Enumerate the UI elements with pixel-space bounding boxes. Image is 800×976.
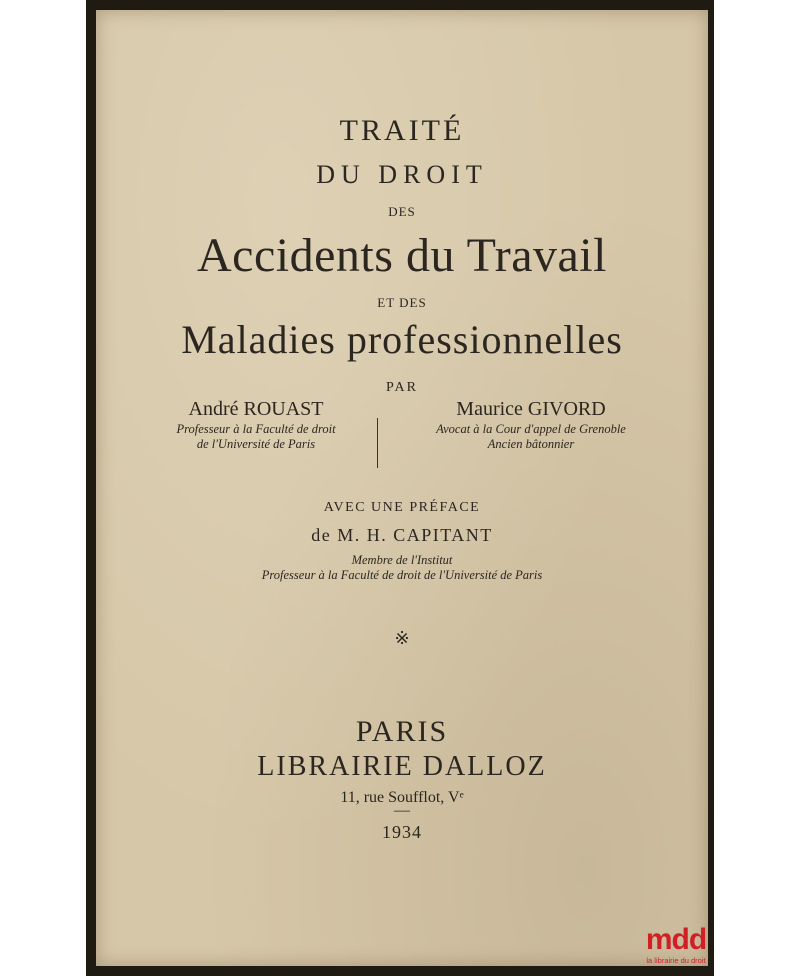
cover-main-title: Accidents du Travail: [197, 229, 607, 282]
logo-text: mdd: [645, 923, 707, 956]
mdd-logo-watermark: [636, 924, 716, 970]
authors-block: [96, 396, 708, 486]
ornament-icon: ※: [394, 628, 410, 648]
author-affiliation: de l'Université de Paris: [196, 437, 316, 451]
publisher-name: LIBRAIRIE DALLOZ: [257, 751, 547, 782]
author-givord: [386, 396, 676, 452]
book-cover: [96, 10, 708, 966]
author-rouast: [126, 396, 386, 452]
cover-second-title: Maladies professionnelles: [181, 317, 623, 362]
cover-title-line-traite: TRAITÉ: [339, 114, 465, 147]
preface-intro: AVEC UNE PRÉFACE: [323, 500, 481, 515]
publisher-city: PARIS: [355, 715, 449, 748]
author-affiliation: Professeur à la Faculté de droit: [176, 422, 336, 436]
cover-title-line-des: DES: [388, 204, 416, 219]
author-name: André ROUAST: [188, 398, 324, 420]
cover-title-line-et-des: ET DES: [377, 295, 427, 310]
author-name: Maurice GIVORD: [456, 398, 606, 420]
logo-subtitle: la librairie du droit: [646, 956, 706, 965]
cover-title-line-du-droit: DU DROIT: [316, 160, 488, 189]
author-affiliation: Avocat à la Cour d'appel de Grenoble: [436, 422, 626, 436]
preface-affiliation: Professeur à la Faculté de droit de l'Université de Paris: [261, 568, 543, 582]
author-divider: [377, 418, 378, 468]
separator-dash: —: [394, 802, 410, 819]
author-affiliation: Ancien bâtonnier: [487, 437, 575, 451]
publication-year: 1934: [382, 822, 422, 842]
publisher-address: 11, rue Soufflot, Vᵉ: [340, 789, 464, 806]
cover-par: PAR: [386, 380, 418, 395]
preface-affiliation: Membre de l'Institut: [351, 553, 453, 567]
preface-author: de M. H. CAPITANT: [311, 525, 493, 545]
